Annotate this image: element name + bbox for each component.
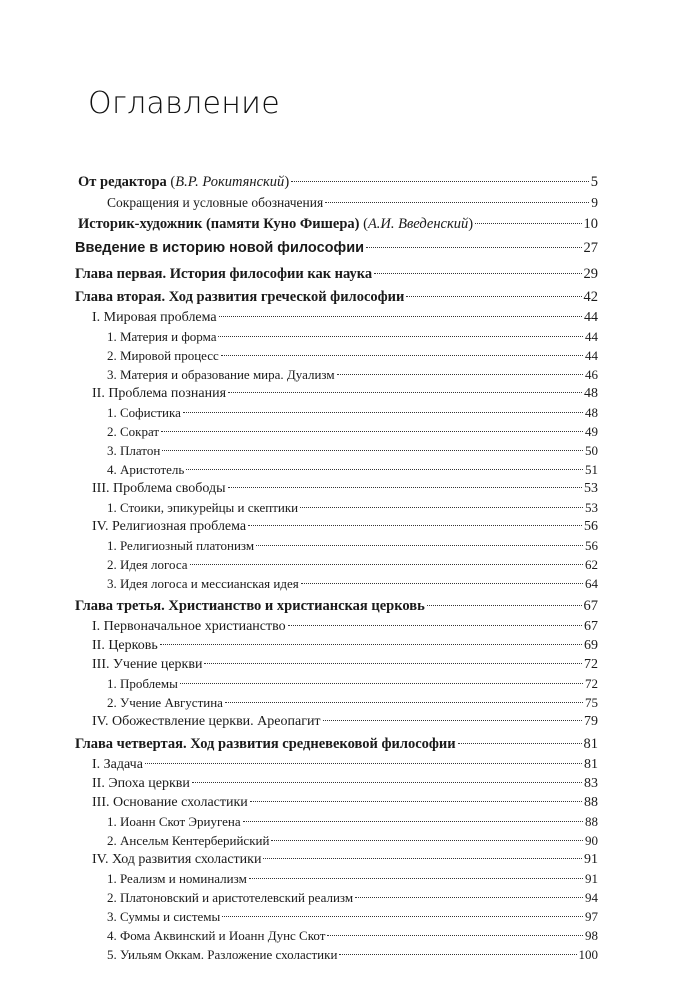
toc-entry-page: 9 xyxy=(591,195,598,210)
toc-entry-page: 5 xyxy=(590,174,598,190)
toc-section[interactable] xyxy=(92,308,598,328)
toc-entry-label: Сокращения и условные обозначения xyxy=(107,195,324,210)
toc-subsection[interactable] xyxy=(107,907,598,927)
toc-entry-page: 69 xyxy=(584,638,598,653)
leader-dots xyxy=(221,355,583,356)
page-title: Оглавление xyxy=(88,86,280,121)
toc-entry-label: 1. Материя и форма xyxy=(107,329,217,344)
toc-section[interactable] xyxy=(92,850,598,870)
toc-entry-label: Глава первая. История философии как наука xyxy=(75,266,373,282)
toc-chapter-4[interactable] xyxy=(75,734,598,754)
toc-subsection[interactable] xyxy=(107,460,598,480)
toc-entry-page: 29 xyxy=(583,266,598,282)
toc-entry-page: 53 xyxy=(585,500,598,515)
toc-entry-page: 91 xyxy=(584,852,598,867)
toc-entry-page: 46 xyxy=(585,367,598,382)
toc-entry-label: 3. Материя и образование мира. Дуализм xyxy=(107,367,335,382)
toc-entry-page: 81 xyxy=(583,736,598,752)
leader-dots xyxy=(427,605,582,606)
toc-entry-page: 94 xyxy=(585,890,598,905)
toc-subsection[interactable] xyxy=(107,831,598,851)
leader-dots xyxy=(243,821,583,822)
leader-dots xyxy=(228,487,582,488)
leader-dots xyxy=(160,644,582,645)
leader-dots xyxy=(374,273,581,274)
toc-entry-page: 88 xyxy=(585,814,598,829)
leader-dots xyxy=(323,720,582,721)
leader-dots xyxy=(225,702,583,703)
toc-entry-label: 4. Аристотель xyxy=(107,462,185,477)
toc-subsection[interactable] xyxy=(107,403,598,423)
toc-entry-label: I. Задача xyxy=(92,757,143,772)
toc-entry-label: Введение в историю новой философии xyxy=(75,240,365,256)
toc-entry-label: 4. Фома Аквинский и Иоанн Дунс Скот xyxy=(107,928,326,943)
toc-entry-label: II. Проблема познания xyxy=(92,386,227,401)
toc-section[interactable] xyxy=(92,655,598,675)
toc-entry-historian[interactable] xyxy=(78,214,598,234)
toc-entry-page: 48 xyxy=(585,405,598,420)
leader-dots xyxy=(263,858,582,859)
toc-entry-abbreviations[interactable] xyxy=(107,193,598,213)
leader-dots xyxy=(161,431,583,432)
toc-entry-page: 62 xyxy=(585,557,598,572)
toc-subsection[interactable] xyxy=(107,365,598,385)
leader-dots xyxy=(183,412,583,413)
leader-dots xyxy=(219,316,582,317)
leader-dots xyxy=(327,935,583,936)
toc-subsection[interactable] xyxy=(107,536,598,556)
toc-entry-label: 2. Мировой процесс xyxy=(107,348,219,363)
leader-dots xyxy=(271,840,583,841)
toc-entry-label: 3. Идея логоса и мессианская идея xyxy=(107,576,299,591)
toc-entry-label: 2. Учение Августина xyxy=(107,695,223,710)
leader-dots xyxy=(180,683,583,684)
toc-chapter-1[interactable] xyxy=(75,264,598,284)
leader-dots xyxy=(339,954,576,955)
toc-entry-page: 67 xyxy=(583,598,598,614)
leader-dots xyxy=(475,223,581,224)
toc-entry-label: IV. Ход развития схоластики xyxy=(92,852,262,867)
toc-entry-page: 90 xyxy=(585,833,598,848)
toc-entry-page: 75 xyxy=(585,695,598,710)
toc-section[interactable] xyxy=(92,712,598,732)
toc-entry-label: III. Проблема свободы xyxy=(92,481,226,496)
toc-entry-page: 10 xyxy=(583,216,598,232)
toc-entry-page: 49 xyxy=(585,424,598,439)
leader-dots xyxy=(190,564,583,565)
toc-section[interactable] xyxy=(92,384,598,404)
toc-entry-label: I. Первоначальное христианство xyxy=(92,619,286,634)
toc-entry-label: Глава вторая. Ход развития греческой философии xyxy=(75,289,405,305)
toc-section[interactable] xyxy=(92,517,598,537)
leader-dots xyxy=(458,743,582,744)
toc-entry-label: II. Эпоха церкви xyxy=(92,776,190,791)
toc-entry-introduction[interactable] xyxy=(75,238,598,258)
leader-dots xyxy=(248,525,582,526)
toc-entry-label: 1. Реализм и номинализм xyxy=(107,871,247,886)
toc-section[interactable] xyxy=(92,479,598,499)
toc-entry-page: 53 xyxy=(584,481,598,496)
toc-section[interactable] xyxy=(92,636,598,656)
toc-entry-page: 67 xyxy=(584,619,598,634)
toc-section[interactable] xyxy=(92,755,598,775)
toc-entry-page: 91 xyxy=(585,871,598,886)
toc-entry-page: 72 xyxy=(584,657,598,672)
leader-dots xyxy=(145,763,582,764)
toc-entry-page: 81 xyxy=(584,757,598,772)
leader-dots xyxy=(291,181,589,182)
toc-subsection[interactable] xyxy=(107,674,598,694)
leader-dots xyxy=(192,782,582,783)
leader-dots xyxy=(162,450,583,451)
toc-entry-label: 1. Иоанн Скот Эриугена xyxy=(107,814,241,829)
toc-entry-editor[interactable] xyxy=(78,172,598,192)
toc-entry-page: 64 xyxy=(585,576,598,591)
leader-dots xyxy=(222,916,583,917)
toc-entry-page: 42 xyxy=(583,289,598,305)
leader-dots xyxy=(218,336,583,337)
toc-entry-page: 51 xyxy=(585,462,598,477)
toc-section[interactable] xyxy=(92,617,598,637)
toc-subsection[interactable] xyxy=(107,555,598,575)
toc-entry-page: 44 xyxy=(584,310,598,325)
toc-entry-label: II. Церковь xyxy=(92,638,158,653)
toc-subsection[interactable] xyxy=(107,346,598,366)
toc-entry-page: 50 xyxy=(585,443,598,458)
toc-entry-author: В.Р. Рокитянский xyxy=(175,174,285,190)
toc-entry-author: А.И. Введенский xyxy=(367,216,469,232)
toc-subsection[interactable] xyxy=(107,422,598,442)
toc-entry-label: От редактора (В.Р. Рокитянский) xyxy=(78,174,290,190)
leader-dots xyxy=(249,878,583,879)
toc-entry-page: 56 xyxy=(584,519,598,534)
toc-entry-label: 1. Проблемы xyxy=(107,676,178,691)
toc-entry-label: IV. Обожествление церкви. Ареопагит xyxy=(92,714,321,729)
leader-dots xyxy=(301,583,583,584)
leader-dots xyxy=(204,663,582,664)
leader-dots xyxy=(288,625,582,626)
leader-dots xyxy=(228,392,582,393)
toc-entry-label: 1. Религиозный платонизм xyxy=(107,538,255,553)
leader-dots xyxy=(366,247,581,248)
toc-subsection[interactable] xyxy=(107,926,598,946)
toc-entry-page: 27 xyxy=(583,240,598,256)
toc-chapter-2[interactable] xyxy=(75,287,598,307)
toc-entry-page: 72 xyxy=(585,676,598,691)
toc-entry-label: III. Учение церкви xyxy=(92,657,203,672)
toc-entry-label: 3. Суммы и системы xyxy=(107,909,221,924)
leader-dots xyxy=(337,374,583,375)
toc-entry-label: 2. Сократ xyxy=(107,424,160,439)
leader-dots xyxy=(250,801,582,802)
toc-entry-page: 100 xyxy=(578,947,598,962)
leader-dots xyxy=(186,469,583,470)
toc-subsection[interactable] xyxy=(107,327,598,347)
toc-entry-label: III. Основание схоластики xyxy=(92,795,248,810)
toc-subsection[interactable] xyxy=(107,812,598,832)
toc-entry-label: 3. Платон xyxy=(107,443,161,458)
toc-entry-page: 97 xyxy=(585,909,598,924)
toc-entry-label: Историк-художник (памяти Куно Фишера) (А.И. Введенский) xyxy=(78,216,474,232)
toc-entry-label: IV. Религиозная проблема xyxy=(92,519,247,534)
toc-entry-label: 1. Стоики, эпикурейцы и скептики xyxy=(107,500,299,515)
toc-entry-label: I. Мировая проблема xyxy=(92,310,217,325)
toc-entry-label: Глава четвертая. Ход развития средневековой философии xyxy=(75,736,456,752)
leader-dots xyxy=(256,545,583,546)
toc-entry-label: 5. Уильям Оккам. Разложение схоластики xyxy=(107,947,338,962)
leader-dots xyxy=(300,507,583,508)
toc-entry-label: 2. Платоновский и аристотелевский реализм xyxy=(107,890,354,905)
toc-entry-label: Глава третья. Христианство и христианская церковь xyxy=(75,598,425,614)
leader-dots xyxy=(325,202,589,203)
toc-entry-page: 79 xyxy=(584,714,598,729)
toc-entry-page: 83 xyxy=(584,776,598,791)
toc-subsection[interactable] xyxy=(107,441,598,461)
toc-chapter-3[interactable] xyxy=(75,596,598,616)
toc-entry-label: 2. Идея логоса xyxy=(107,557,188,572)
toc-entry-page: 44 xyxy=(585,329,598,344)
leader-dots xyxy=(355,897,583,898)
toc-subsection[interactable] xyxy=(107,945,598,965)
toc-subsection[interactable] xyxy=(107,498,598,518)
toc-entry-page: 44 xyxy=(585,348,598,363)
toc-entry-page: 56 xyxy=(585,538,598,553)
toc-entry-label: 1. Софистика xyxy=(107,405,181,420)
toc-subsection[interactable] xyxy=(107,693,598,713)
toc-subsection[interactable] xyxy=(107,869,598,889)
toc-entry-page: 48 xyxy=(584,386,598,401)
toc-entry-label: 2. Ансельм Кентерберийский xyxy=(107,833,270,848)
toc-section[interactable] xyxy=(92,774,598,794)
leader-dots xyxy=(406,296,581,297)
toc-subsection[interactable] xyxy=(107,574,598,594)
toc-entry-page: 88 xyxy=(584,795,598,810)
toc-section[interactable] xyxy=(92,793,598,813)
toc-subsection[interactable] xyxy=(107,888,598,908)
toc-entry-page: 98 xyxy=(585,928,598,943)
